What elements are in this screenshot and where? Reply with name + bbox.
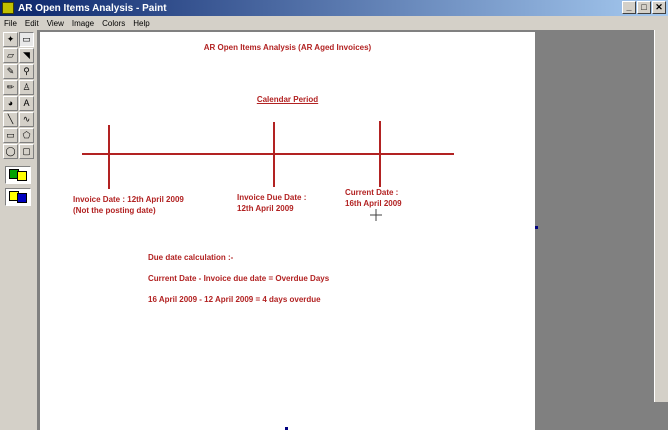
line-icon[interactable]: ╲ — [3, 112, 18, 127]
rounded-rect-icon[interactable]: ▢ — [19, 144, 34, 159]
menu-colors[interactable]: Colors — [102, 18, 126, 28]
pencil-icon[interactable]: ✏ — [3, 80, 18, 95]
color-picker-icon[interactable]: ✎ — [3, 64, 18, 79]
resize-handle-right[interactable] — [535, 226, 538, 229]
crosshair-cursor-icon — [370, 209, 382, 221]
airbrush-icon[interactable]: ◕ — [3, 96, 18, 111]
select-icon[interactable]: ▭ — [19, 32, 34, 47]
toolbox — [0, 30, 37, 430]
invoice-date-note: (Not the posting date) — [73, 206, 156, 215]
calc-example: 16 April 2009 - 12 April 2009 = 4 days overdue — [148, 295, 321, 304]
paint-app-icon[interactable] — [2, 2, 14, 14]
current-date-value: 16th April 2009 — [345, 199, 402, 208]
menu-bar — [0, 16, 668, 30]
curve-icon[interactable]: ∿ — [19, 112, 34, 127]
eraser-icon[interactable]: ▱ — [3, 48, 18, 63]
fill-icon[interactable]: ◥ — [19, 48, 34, 63]
rectangle-icon[interactable]: ▭ — [3, 128, 18, 143]
polygon-icon[interactable]: ⬠ — [19, 128, 34, 143]
menu-edit[interactable]: Edit — [24, 18, 39, 28]
menu-file[interactable]: File — [4, 18, 17, 28]
minimize-button[interactable]: _ — [622, 1, 636, 14]
invoice-date-label: Invoice Date : 12th April 2009 — [73, 195, 184, 204]
tool-grid — [3, 32, 34, 159]
ellipse-icon[interactable]: ◯ — [3, 144, 18, 159]
vertical-scrollbar[interactable] — [654, 30, 668, 402]
magnifier-icon[interactable]: ⚲ — [19, 64, 34, 79]
text-icon[interactable]: A — [19, 96, 34, 111]
calc-title: Due date calculation :- — [148, 253, 234, 262]
window-title: AR Open Items Analysis - Paint — [18, 2, 167, 14]
current-date-label: Current Date : — [345, 188, 399, 197]
free-select-icon[interactable]: ✦ — [3, 32, 18, 47]
workspace — [37, 30, 668, 430]
option-box-2[interactable] — [5, 188, 31, 206]
drawing-canvas[interactable] — [40, 32, 535, 430]
blue-swatch-icon — [17, 193, 27, 203]
menu-image[interactable]: Image — [71, 18, 95, 28]
menu-view[interactable]: View — [46, 18, 64, 28]
option-box-1[interactable] — [5, 166, 31, 184]
menu-help[interactable]: Help — [133, 18, 150, 28]
due-date-value: 12th April 2009 — [237, 204, 294, 213]
timeline-diagram — [40, 32, 535, 430]
maximize-button[interactable]: □ — [637, 1, 651, 14]
close-button[interactable]: ✕ — [652, 1, 666, 14]
brush-icon[interactable]: ♙ — [19, 80, 34, 95]
yellow-swatch-icon — [17, 171, 27, 181]
canvas-subheading: Calendar Period — [256, 95, 319, 104]
calc-formula: Current Date - Invoice due date = Overdue Days — [148, 274, 330, 283]
due-date-label: Invoice Due Date : — [237, 193, 307, 202]
canvas-heading: AR Open Items Analysis (AR Aged Invoices) — [203, 43, 372, 52]
title-bar — [0, 0, 668, 16]
